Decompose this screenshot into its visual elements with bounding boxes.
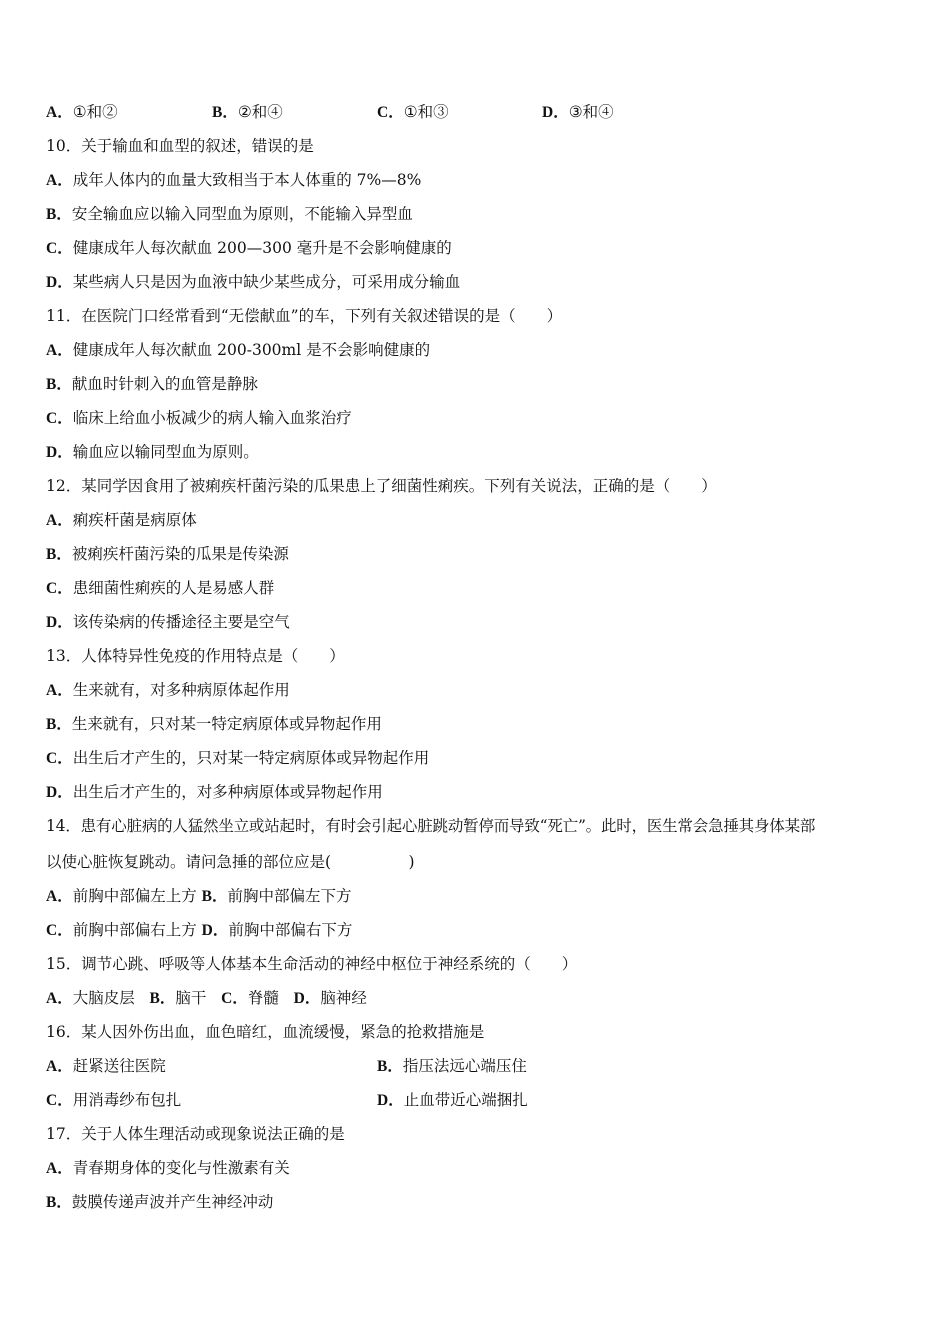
q11-stem: 11．在医院门口经常看到“无偿献血”的车，下列有关叙述错误的是（ ） [46, 307, 563, 325]
q17-stem: 17．关于人体生理活动或现象说法正确的是 [46, 1125, 345, 1143]
option-letter: D． [46, 784, 73, 801]
q15-stem: 15．调节心跳、呼吸等人体基本生命活动的神经中枢位于神经系统的（ ） [46, 955, 578, 973]
q17-option-b [46, 1192, 273, 1213]
q9-option-c [377, 102, 449, 123]
option-text: 献血时针刺入的血管是静脉 [71, 375, 258, 393]
q10-option-a [46, 170, 421, 191]
option-text: 脑干 [175, 989, 207, 1007]
option-text: 安全输血应以输入同型血为原则，不能输入异型血 [71, 205, 413, 223]
q10-option-d [46, 272, 460, 293]
option-text: 脑神经 [320, 989, 367, 1007]
option-text: 患细菌性痢疾的人是易感人群 [72, 579, 275, 597]
q13-option-c [46, 748, 429, 769]
option-letter: D． [46, 274, 73, 291]
option-letter: C． [46, 580, 73, 597]
q9-option-d [542, 102, 614, 123]
option-text: 鼓膜传递声波并产生神经冲动 [71, 1193, 274, 1211]
option-letter: D． [377, 1092, 404, 1109]
option-letter: C． [46, 750, 73, 767]
q10-stem: 10．关于输血和血型的叙述，错误的是 [46, 137, 314, 155]
option-letter: C． [46, 410, 73, 427]
option-letter: B． [201, 888, 228, 905]
q9-option-b [212, 102, 283, 123]
option-letter: C． [46, 1092, 73, 1109]
q17-option-a [46, 1158, 290, 1179]
option-letter: C． [221, 990, 248, 1007]
option-letter: D． [542, 104, 569, 121]
option-text: 指压法远心端压住 [402, 1057, 527, 1075]
option-text: ①和② [72, 103, 118, 121]
option-text: 生来就有，对多种病原体起作用 [72, 681, 290, 699]
option-text: 临床上给血小板减少的病人输入血浆治疗 [72, 409, 352, 427]
option-text: 某些病人只是因为血液中缺少某些成分，可采用成分输血 [72, 273, 461, 291]
option-letter: B． [149, 990, 176, 1007]
q13-stem: 13．人体特异性免疫的作用特点是（ ） [46, 647, 345, 665]
q14-stem-line1: 14．患有心脏病的人猛然坐立或站起时，有时会引起心脏跳动暂停而导致“死亡”。此时，医生常会急捶其身体某部 [46, 817, 816, 835]
option-letter: D． [293, 990, 321, 1007]
option-text: 输血应以输同型血为原则。 [72, 443, 259, 461]
q16-option-a [46, 1056, 166, 1077]
option-text: ③和④ [568, 103, 614, 121]
q10-option-b [46, 204, 413, 225]
option-letter: B． [46, 546, 72, 563]
q16-option-b [377, 1056, 527, 1077]
option-text: 生来就有，只对某一特定病原体或异物起作用 [71, 715, 382, 733]
option-letter: D． [201, 922, 229, 939]
q12-option-b [46, 544, 289, 565]
option-text: 大脑皮层 [72, 989, 135, 1007]
q16-option-c [46, 1090, 181, 1111]
q16-option-d [377, 1090, 528, 1111]
option-text: 前胸中部偏左上方 [72, 887, 197, 905]
option-letter: C． [377, 104, 404, 121]
q16-stem: 16．某人因外伤出血，血色暗红，血流缓慢，紧急的抢救措施是 [46, 1023, 485, 1041]
option-letter: B． [46, 376, 72, 393]
option-letter: A． [46, 104, 73, 121]
option-text: 被痢疾杆菌污染的瓜果是传染源 [71, 545, 289, 563]
option-letter: D． [46, 444, 73, 461]
option-text: 成年人体内的血量大致相当于本人体重的 7%—8% [72, 171, 422, 189]
q13-option-a [46, 680, 290, 701]
option-text: 用消毒纱布包扎 [72, 1091, 182, 1109]
option-text: 青春期身体的变化与性激素有关 [72, 1159, 290, 1177]
option-letter: A． [46, 682, 73, 699]
option-text: 痢疾杆菌是病原体 [72, 511, 197, 529]
option-letter: A． [46, 172, 73, 189]
option-letter: B． [46, 716, 72, 733]
option-letter: B． [46, 206, 72, 223]
option-letter: A． [46, 342, 73, 359]
q11-option-c [46, 408, 352, 429]
option-letter: A． [46, 990, 73, 1007]
option-letter: A． [46, 1058, 73, 1075]
q13-option-d [46, 782, 383, 803]
option-letter: B． [46, 1194, 72, 1211]
option-letter: D． [46, 614, 73, 631]
q12-stem: 12．某同学因食用了被痢疾杆菌污染的瓜果患上了细菌性痢疾。下列有关说法，正确的是（ ） [46, 477, 717, 495]
q12-option-a [46, 510, 197, 531]
q13-option-b [46, 714, 382, 735]
option-text: 止血带近心端捆扎 [403, 1091, 528, 1109]
option-text: 健康成年人每次献血 200—300 毫升是不会影响健康的 [72, 239, 452, 257]
option-letter: B． [212, 104, 238, 121]
q11-option-d [46, 442, 259, 463]
option-letter: C． [46, 240, 73, 257]
q9-option-a [46, 102, 118, 123]
option-text: 脊髓 [247, 989, 279, 1007]
option-letter: A． [46, 512, 73, 529]
option-letter: C． [46, 922, 73, 939]
q14-options-row1 [46, 886, 352, 907]
option-letter: A． [46, 888, 73, 905]
option-text: 出生后才产生的，只对某一特定病原体或异物起作用 [72, 749, 430, 767]
option-text: 赶紧送往医院 [72, 1057, 166, 1075]
option-text: 健康成年人每次献血 200-300ml 是不会影响健康的 [72, 341, 431, 359]
option-text: 前胸中部偏右下方 [228, 921, 353, 939]
q11-option-a [46, 340, 430, 361]
option-text: 前胸中部偏左下方 [227, 887, 352, 905]
q11-option-b [46, 374, 258, 395]
option-text: ②和④ [237, 103, 283, 121]
option-letter: B． [377, 1058, 403, 1075]
q10-option-c [46, 238, 452, 259]
q14-options-row2 [46, 920, 352, 941]
option-text: 出生后才产生的，对多种病原体或异物起作用 [72, 783, 383, 801]
q12-option-d [46, 612, 290, 633]
option-text: 该传染病的传播途径主要是空气 [72, 613, 290, 631]
option-letter: A． [46, 1160, 73, 1177]
q14-stem-line2: 以使心脏恢复跳动。请问急捶的部位应是( ) [46, 853, 415, 871]
option-text: ①和③ [403, 103, 449, 121]
q15-options-row [46, 988, 367, 1009]
option-text: 前胸中部偏右上方 [72, 921, 197, 939]
q12-option-c [46, 578, 274, 599]
